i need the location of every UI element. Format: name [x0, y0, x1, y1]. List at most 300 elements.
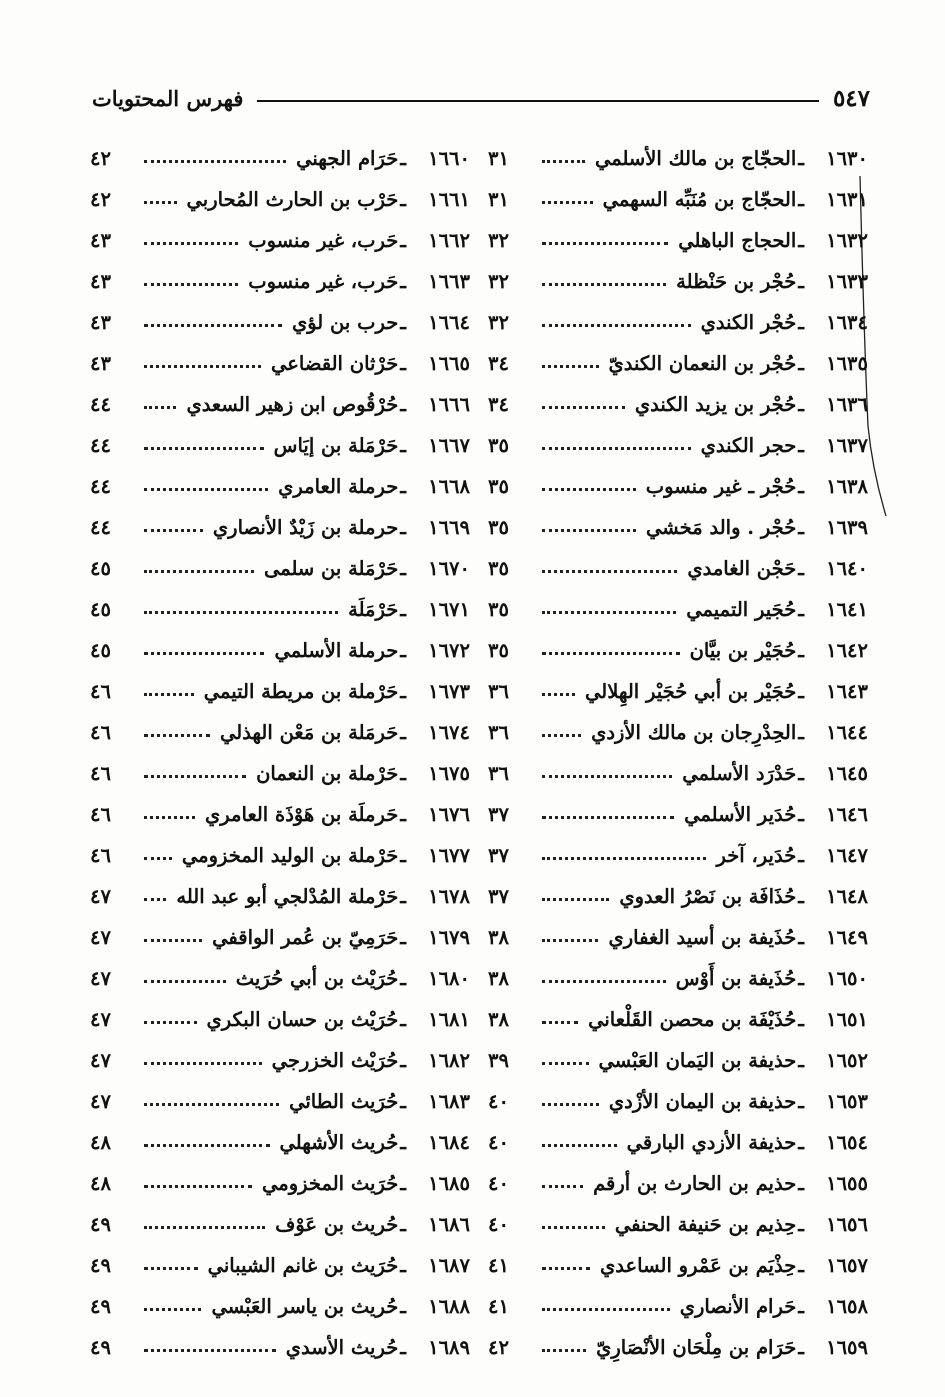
- contents-entry: [488, 548, 868, 589]
- entry-page: ٤٧: [90, 1090, 111, 1113]
- contents-entry: [488, 794, 868, 835]
- entry-dash: ـ: [400, 1049, 406, 1072]
- entry-number: ١٦٦٧: [428, 434, 470, 457]
- contents-entry: [488, 343, 868, 384]
- contents-entry: [90, 220, 470, 261]
- contents-entry: [90, 917, 470, 958]
- contents-entry: [488, 179, 868, 220]
- dot-leader: [542, 1144, 617, 1147]
- entry-page: ٤٠: [488, 1172, 509, 1195]
- dot-leader: [542, 652, 680, 655]
- entry-number: ١٦٣١: [826, 188, 868, 211]
- entry-name: حُذَافَة بن نَصْرُ العدوي: [619, 885, 797, 908]
- entry-name: حُجْر الكندي: [700, 311, 797, 334]
- entry-name: حرملة بن زَيْدٌ الأنصاري: [212, 516, 399, 539]
- entry-number: ١٦٦٣: [428, 270, 470, 293]
- contents-entry: [90, 712, 470, 753]
- contents-entry: [90, 1163, 470, 1204]
- entry-name: حُذَيْفَة بن محصن القَلْعاني: [588, 1008, 797, 1031]
- entry-number: ١٦٦٨: [428, 475, 470, 498]
- entry-name: حُريث بن عَوْف: [275, 1213, 399, 1236]
- entry-name: حُريث بن ياسر العَبْسي: [211, 1295, 399, 1318]
- entry-number: ١٦٥٠: [826, 967, 868, 990]
- entry-name: حذيفة بن اليمان الأزْدي: [608, 1090, 797, 1113]
- contents-entry: [488, 466, 868, 507]
- entry-dash: ـ: [400, 639, 406, 662]
- dot-leader: [144, 939, 202, 942]
- contents-entry: [90, 466, 470, 507]
- dot-leader: [144, 365, 261, 368]
- entry-number: ١٦٥٦: [826, 1213, 868, 1236]
- entry-dash: ـ: [400, 434, 406, 457]
- contents-entry: [90, 343, 470, 384]
- dot-leader: [144, 406, 176, 409]
- dot-leader: [144, 1062, 262, 1065]
- entry-dash: ـ: [400, 1172, 406, 1195]
- entry-name: حُذَيفة بن أسيد الغفاري: [608, 926, 797, 949]
- entry-dash: ـ: [400, 516, 406, 539]
- contents-entry: [488, 138, 868, 179]
- entry-dash: ـ: [798, 926, 804, 949]
- entry-number: ١٦٥١: [826, 1008, 868, 1031]
- entry-name: حجر الكندي: [700, 434, 797, 457]
- dot-leader: [542, 611, 676, 614]
- entry-page: ٤٧: [90, 1049, 111, 1072]
- entry-number: ١٦٣٠: [826, 147, 868, 170]
- dot-leader: [144, 898, 166, 901]
- contents-entry: [488, 1245, 868, 1286]
- dot-leader: [542, 857, 706, 860]
- dot-leader: [542, 980, 666, 983]
- entry-page: ٤٢: [90, 147, 111, 170]
- dot-leader: [542, 242, 668, 245]
- contents-column-right: [488, 138, 868, 1368]
- entry-name: حرملة الأسلمي: [274, 639, 399, 662]
- contents-entry: [488, 507, 868, 548]
- entry-dash: ـ: [798, 721, 804, 744]
- header-rule: [257, 100, 819, 102]
- dot-leader: [542, 160, 585, 163]
- entry-name: حُرَيْث بن أبي حُرَيث: [235, 967, 399, 990]
- dot-leader: [542, 201, 593, 204]
- entry-number: ١٦٤٧: [826, 844, 868, 867]
- contents-entry: [488, 876, 868, 917]
- dot-leader: [542, 1308, 670, 1311]
- entry-name: حَرْملة المُدْلجي أبو عبد الله: [176, 885, 399, 908]
- dot-leader: [144, 1226, 265, 1229]
- dot-leader: [144, 570, 254, 573]
- dot-leader: [144, 529, 203, 532]
- entry-page: ٤٤: [90, 434, 111, 457]
- entry-dash: ـ: [798, 393, 804, 416]
- entry-dash: ـ: [400, 475, 406, 498]
- entry-name: حَرب، غير منسوب: [248, 270, 399, 293]
- dot-leader: [542, 939, 598, 942]
- contents-entry: [90, 1204, 470, 1245]
- contents-entry: [488, 1286, 868, 1327]
- entry-dash: ـ: [400, 762, 406, 785]
- entry-number: ١٦٧٣: [428, 680, 470, 703]
- entry-dash: ـ: [798, 147, 804, 170]
- entry-name: حُرَيْث بن حسان البكري: [206, 1008, 399, 1031]
- entry-dash: ـ: [798, 1254, 804, 1277]
- entry-name: حَرام الأنصاري: [679, 1295, 797, 1318]
- entry-page: ٤٧: [90, 1008, 111, 1031]
- contents-entry: [90, 1122, 470, 1163]
- entry-name: حذيم بن الحارث بن أرقم: [593, 1172, 797, 1195]
- contents-entry: [90, 999, 470, 1040]
- entry-name: حُجْر بن يزيد الكندي: [634, 393, 797, 416]
- dot-leader: [144, 980, 226, 983]
- contents-entry: [90, 753, 470, 794]
- entry-page: ٤٢: [488, 1336, 509, 1359]
- entry-number: ١٦٨٣: [428, 1090, 470, 1113]
- entry-page: ٣٤: [488, 352, 509, 375]
- entry-number: ١٦٤٤: [826, 721, 868, 744]
- entry-page: ٣٨: [488, 926, 509, 949]
- entry-number: ١٦٥٩: [826, 1336, 868, 1359]
- dot-leader: [542, 693, 575, 696]
- entry-number: ١٦٦٢: [428, 229, 470, 252]
- entry-number: ١٦٣٥: [826, 352, 868, 375]
- entry-dash: ـ: [400, 1131, 406, 1154]
- entry-page: ٣٨: [488, 1008, 509, 1031]
- entry-page: ٣٥: [488, 639, 509, 662]
- entry-name: حَرملَة بن هَوْذَة العامري: [205, 803, 399, 826]
- entry-dash: ـ: [400, 844, 406, 867]
- entry-page: ٣٦: [488, 680, 509, 703]
- entry-number: ١٦٦٥: [428, 352, 470, 375]
- contents-entry: [90, 671, 470, 712]
- entry-name: حُجَير التميمي: [686, 598, 797, 621]
- contents-entry: [90, 507, 470, 548]
- dot-leader: [144, 775, 246, 778]
- entry-page: ٣٦: [488, 762, 509, 785]
- contents-entry: [90, 179, 470, 220]
- entry-number: ١٦٨٥: [428, 1172, 470, 1195]
- entry-name: حَجْن الغامدي: [687, 557, 797, 580]
- entry-name: حِذيم بن حَنيفة الحنفي: [614, 1213, 797, 1236]
- entry-name: حذيفة الأزدي البارقي: [626, 1131, 797, 1154]
- dot-leader: [542, 324, 691, 327]
- entry-number: ١٦٨٨: [428, 1295, 470, 1318]
- entry-number: ١٦٨٧: [428, 1254, 470, 1277]
- entry-dash: ـ: [400, 1336, 406, 1359]
- contents-entry: [488, 671, 868, 712]
- entry-dash: ـ: [400, 1090, 406, 1113]
- entry-name: حُجْر بن حَنْظلة: [676, 270, 797, 293]
- dot-leader: [542, 406, 625, 409]
- entry-dash: ـ: [798, 885, 804, 908]
- dot-leader: [542, 1021, 578, 1024]
- entry-dash: ـ: [798, 311, 804, 334]
- contents-entry: [90, 1286, 470, 1327]
- entry-dash: ـ: [400, 1295, 406, 1318]
- contents-entry: [488, 302, 868, 343]
- entry-dash: ـ: [400, 352, 406, 375]
- entry-name: حُدَير، آخر: [716, 844, 797, 867]
- entry-name: حذيفة بن اليَمان العَبْسي: [598, 1049, 797, 1072]
- entry-number: ١٦٤٢: [826, 639, 868, 662]
- dot-leader: [144, 611, 338, 614]
- entry-dash: ـ: [400, 967, 406, 990]
- running-title: فهرس المحتويات: [92, 85, 244, 111]
- entry-dash: ـ: [798, 844, 804, 867]
- entry-dash: ـ: [400, 147, 406, 170]
- contents-entry: [488, 917, 868, 958]
- entry-name: حُجْر ـ غير منسوب: [645, 475, 797, 498]
- entry-name: الحِدْرِجان بن مالك الأزدي: [591, 721, 797, 744]
- entry-dash: ـ: [400, 1008, 406, 1031]
- entry-page: ٤٠: [488, 1131, 509, 1154]
- entry-page: ٣٧: [488, 885, 509, 908]
- entry-page: ٤٢: [90, 188, 111, 211]
- entry-name: حُجْر بن النعمان الكنديّ: [608, 352, 797, 375]
- contents-entry: [90, 302, 470, 343]
- entry-page: ٣٢: [488, 311, 509, 334]
- entry-page: ٤٨: [90, 1172, 111, 1195]
- contents-entry: [488, 1327, 868, 1368]
- entry-number: ١٦٧٢: [428, 639, 470, 662]
- dot-leader: [542, 1103, 599, 1106]
- entry-dash: ـ: [798, 557, 804, 580]
- entry-name: الحجّاج بن مالك الأسلمي: [594, 147, 797, 170]
- entry-number: ١٦٨٦: [428, 1213, 470, 1236]
- entry-number: ١٦٧٠: [428, 557, 470, 580]
- contents-entry: [90, 548, 470, 589]
- entry-name: حُرَيث بن غانم الشيباني: [207, 1254, 399, 1277]
- entry-name: حَرَمِيّ بن عُمر الواقفي: [212, 926, 399, 949]
- entry-number: ١٦٦١: [428, 188, 470, 211]
- contents-entry: [90, 261, 470, 302]
- dot-leader: [144, 1144, 270, 1147]
- dot-leader: [144, 447, 264, 450]
- entry-dash: ـ: [798, 434, 804, 457]
- entry-name: حَرب، غير منسوب: [248, 229, 399, 252]
- entry-page: ٣٥: [488, 475, 509, 498]
- entry-number: ١٦٧٤: [428, 721, 470, 744]
- entry-dash: ـ: [798, 639, 804, 662]
- entry-page: ٣١: [488, 147, 509, 170]
- entry-number: ١٦٦٤: [428, 311, 470, 334]
- entry-name: حُرَيث الطائي: [289, 1090, 399, 1113]
- entry-name: حُرْقُوص ابن زهير السعدي: [186, 393, 399, 416]
- entry-page: ٤٤: [90, 393, 111, 416]
- contents-entry: [90, 630, 470, 671]
- entry-number: ١٦٦٦: [428, 393, 470, 416]
- contents-entry: [488, 261, 868, 302]
- contents-entry: [488, 999, 868, 1040]
- entry-name: حُجَيْر بن أبي حُجَيْر الهِلالي: [585, 680, 797, 703]
- entry-dash: ـ: [400, 1254, 406, 1277]
- dot-leader: [542, 898, 609, 901]
- entry-number: ١٦٨٩: [428, 1336, 470, 1359]
- entry-dash: ـ: [400, 721, 406, 744]
- entry-dash: ـ: [798, 1336, 804, 1359]
- entry-number: ١٦٤٦: [826, 803, 868, 826]
- page-header: [92, 78, 870, 118]
- entry-page: ٣١: [488, 188, 509, 211]
- contents-entry: [90, 876, 470, 917]
- entry-number: ١٦٥٥: [826, 1172, 868, 1195]
- entry-page: ٣٨: [488, 967, 509, 990]
- entry-dash: ـ: [400, 229, 406, 252]
- contents-entry: [90, 1081, 470, 1122]
- contents-entry: [488, 712, 868, 753]
- entry-number: ١٦٣٧: [826, 434, 868, 457]
- entry-dash: ـ: [798, 762, 804, 785]
- contents-entry: [488, 630, 868, 671]
- entry-number: ١٦٣٣: [826, 270, 868, 293]
- entry-name: حَرْملة بن الوليد المخزومي: [181, 844, 399, 867]
- contents-entry: [90, 138, 470, 179]
- dot-leader: [144, 1021, 197, 1024]
- dot-leader: [542, 775, 672, 778]
- dot-leader: [542, 488, 636, 491]
- entry-page: ٤٦: [90, 721, 111, 744]
- dot-leader: [144, 242, 238, 245]
- entry-page: ٤٤: [90, 475, 111, 498]
- entry-page: ٤٣: [90, 352, 111, 375]
- entry-page: ٣٥: [488, 557, 509, 580]
- entry-dash: ـ: [798, 1008, 804, 1031]
- contents-entry: [488, 1163, 868, 1204]
- contents-entry: [488, 384, 868, 425]
- contents-entry: [488, 753, 868, 794]
- entry-name: حَرْمَلَة: [348, 598, 399, 621]
- entry-dash: ـ: [798, 1295, 804, 1318]
- entry-page: ٤٩: [90, 1295, 111, 1318]
- dot-leader: [144, 816, 195, 819]
- entry-page: ٤٣: [90, 229, 111, 252]
- entry-dash: ـ: [400, 393, 406, 416]
- dot-leader: [144, 857, 172, 860]
- contents-entry: [488, 425, 868, 466]
- entry-page: ٣٥: [488, 434, 509, 457]
- contents-entry: [90, 1327, 470, 1368]
- dot-leader: [542, 1349, 586, 1352]
- entry-number: ١٦٤٣: [826, 680, 868, 703]
- entry-dash: ـ: [798, 270, 804, 293]
- entry-name: حُجَيْر بن بيَّان: [689, 639, 797, 662]
- contents-entry: [488, 1204, 868, 1245]
- entry-number: ١٦٧٩: [428, 926, 470, 949]
- entry-page: ٣٤: [488, 393, 509, 416]
- entry-number: ١٦٨١: [428, 1008, 470, 1031]
- entry-page: ٤٩: [90, 1213, 111, 1236]
- entry-name: حَرْب بن الحارث المُحاربي: [186, 188, 399, 211]
- dot-leader: [144, 1185, 252, 1188]
- dot-leader: [542, 734, 581, 737]
- page-number: ٥٤٧: [832, 84, 870, 112]
- entry-name: حَرْثان القضاعي: [271, 352, 399, 375]
- entry-dash: ـ: [798, 1131, 804, 1154]
- entry-dash: ـ: [798, 1213, 804, 1236]
- entry-name: حَرْملة بن النعمان: [256, 762, 399, 785]
- dot-leader: [542, 283, 666, 286]
- contents-entry: [488, 220, 868, 261]
- entry-name: حُدَير الأسلمي: [684, 803, 797, 826]
- entry-page: ٤٣: [90, 270, 111, 293]
- contents-entry: [488, 1040, 868, 1081]
- dot-leader: [144, 1308, 201, 1311]
- entry-dash: ـ: [798, 352, 804, 375]
- entry-name: حُرَيث المخزومي: [262, 1172, 399, 1195]
- entry-page: ٤٦: [90, 844, 111, 867]
- entry-name: الحجاج الباهلي: [678, 229, 797, 252]
- entry-page: ٤٦: [90, 762, 111, 785]
- entry-number: ١٦٧٥: [428, 762, 470, 785]
- entry-dash: ـ: [400, 311, 406, 334]
- entry-number: ١٦٧١: [428, 598, 470, 621]
- entry-name: حُجْر . والد مَخشي: [646, 516, 797, 539]
- entry-number: ١٦٥٤: [826, 1131, 868, 1154]
- contents-entry: [90, 794, 470, 835]
- entry-dash: ـ: [400, 680, 406, 703]
- entry-dash: ـ: [400, 188, 406, 211]
- entry-dash: ـ: [798, 229, 804, 252]
- entry-dash: ـ: [400, 803, 406, 826]
- entry-number: ١٦٤٠: [826, 557, 868, 580]
- entry-page: ٣٧: [488, 803, 509, 826]
- entry-name: حَرْمَلة بن إيَاس: [273, 434, 399, 457]
- dot-leader: [144, 734, 210, 737]
- entry-name: حَدْرَد الأسلمي: [682, 762, 797, 785]
- contents-entry: [90, 835, 470, 876]
- entry-page: ٣٥: [488, 516, 509, 539]
- dot-leader: [144, 1349, 276, 1352]
- dot-leader: [144, 652, 264, 655]
- entry-dash: ـ: [400, 1213, 406, 1236]
- entry-page: ٤٧: [90, 926, 111, 949]
- contents-entry: [90, 958, 470, 999]
- entry-page: ٤٠: [488, 1213, 509, 1236]
- entry-page: ٤٥: [90, 598, 111, 621]
- entry-number: ١٦٤٩: [826, 926, 868, 949]
- entry-number: ١٦٤٥: [826, 762, 868, 785]
- entry-name: الحجّاج بن مُنَبِّه السهمي: [602, 188, 797, 211]
- entry-page: ٤٥: [90, 639, 111, 662]
- dot-leader: [144, 201, 177, 204]
- entry-dash: ـ: [798, 1049, 804, 1072]
- entry-dash: ـ: [400, 270, 406, 293]
- dot-leader: [542, 1226, 605, 1229]
- entry-name: حرب بن لؤي: [291, 311, 399, 334]
- entry-number: ١٦٦٩: [428, 516, 470, 539]
- entry-page: ٤٧: [90, 885, 111, 908]
- entry-name: حَرَام بن مِلْحَان الأنْصَارِيّ: [596, 1336, 797, 1359]
- entry-page: ٤٥: [90, 557, 111, 580]
- entry-name: حرملة العامري: [278, 475, 399, 498]
- entry-dash: ـ: [798, 188, 804, 211]
- entry-name: حُرَيْث الخزرجي: [271, 1049, 399, 1072]
- entry-page: ٣٧: [488, 844, 509, 867]
- entry-name: حَرْمَلة بن سلمى: [263, 557, 399, 580]
- entry-number: ١٦٨٤: [428, 1131, 470, 1154]
- entry-number: ١٦٥٨: [826, 1295, 868, 1318]
- entry-name: حَرَام الجهني: [296, 147, 399, 170]
- entry-dash: ـ: [798, 1090, 804, 1113]
- entry-page: ٣٦: [488, 721, 509, 744]
- entry-page: ٣٢: [488, 270, 509, 293]
- dot-leader: [542, 1062, 589, 1065]
- entry-dash: ـ: [798, 680, 804, 703]
- entry-page: ٤٦: [90, 680, 111, 703]
- entry-page: ٤٠: [488, 1090, 509, 1113]
- entry-name: حُريث الأسدي: [285, 1336, 399, 1359]
- entry-name: حُريث الأشهلي: [279, 1131, 399, 1154]
- contents-entry: [488, 835, 868, 876]
